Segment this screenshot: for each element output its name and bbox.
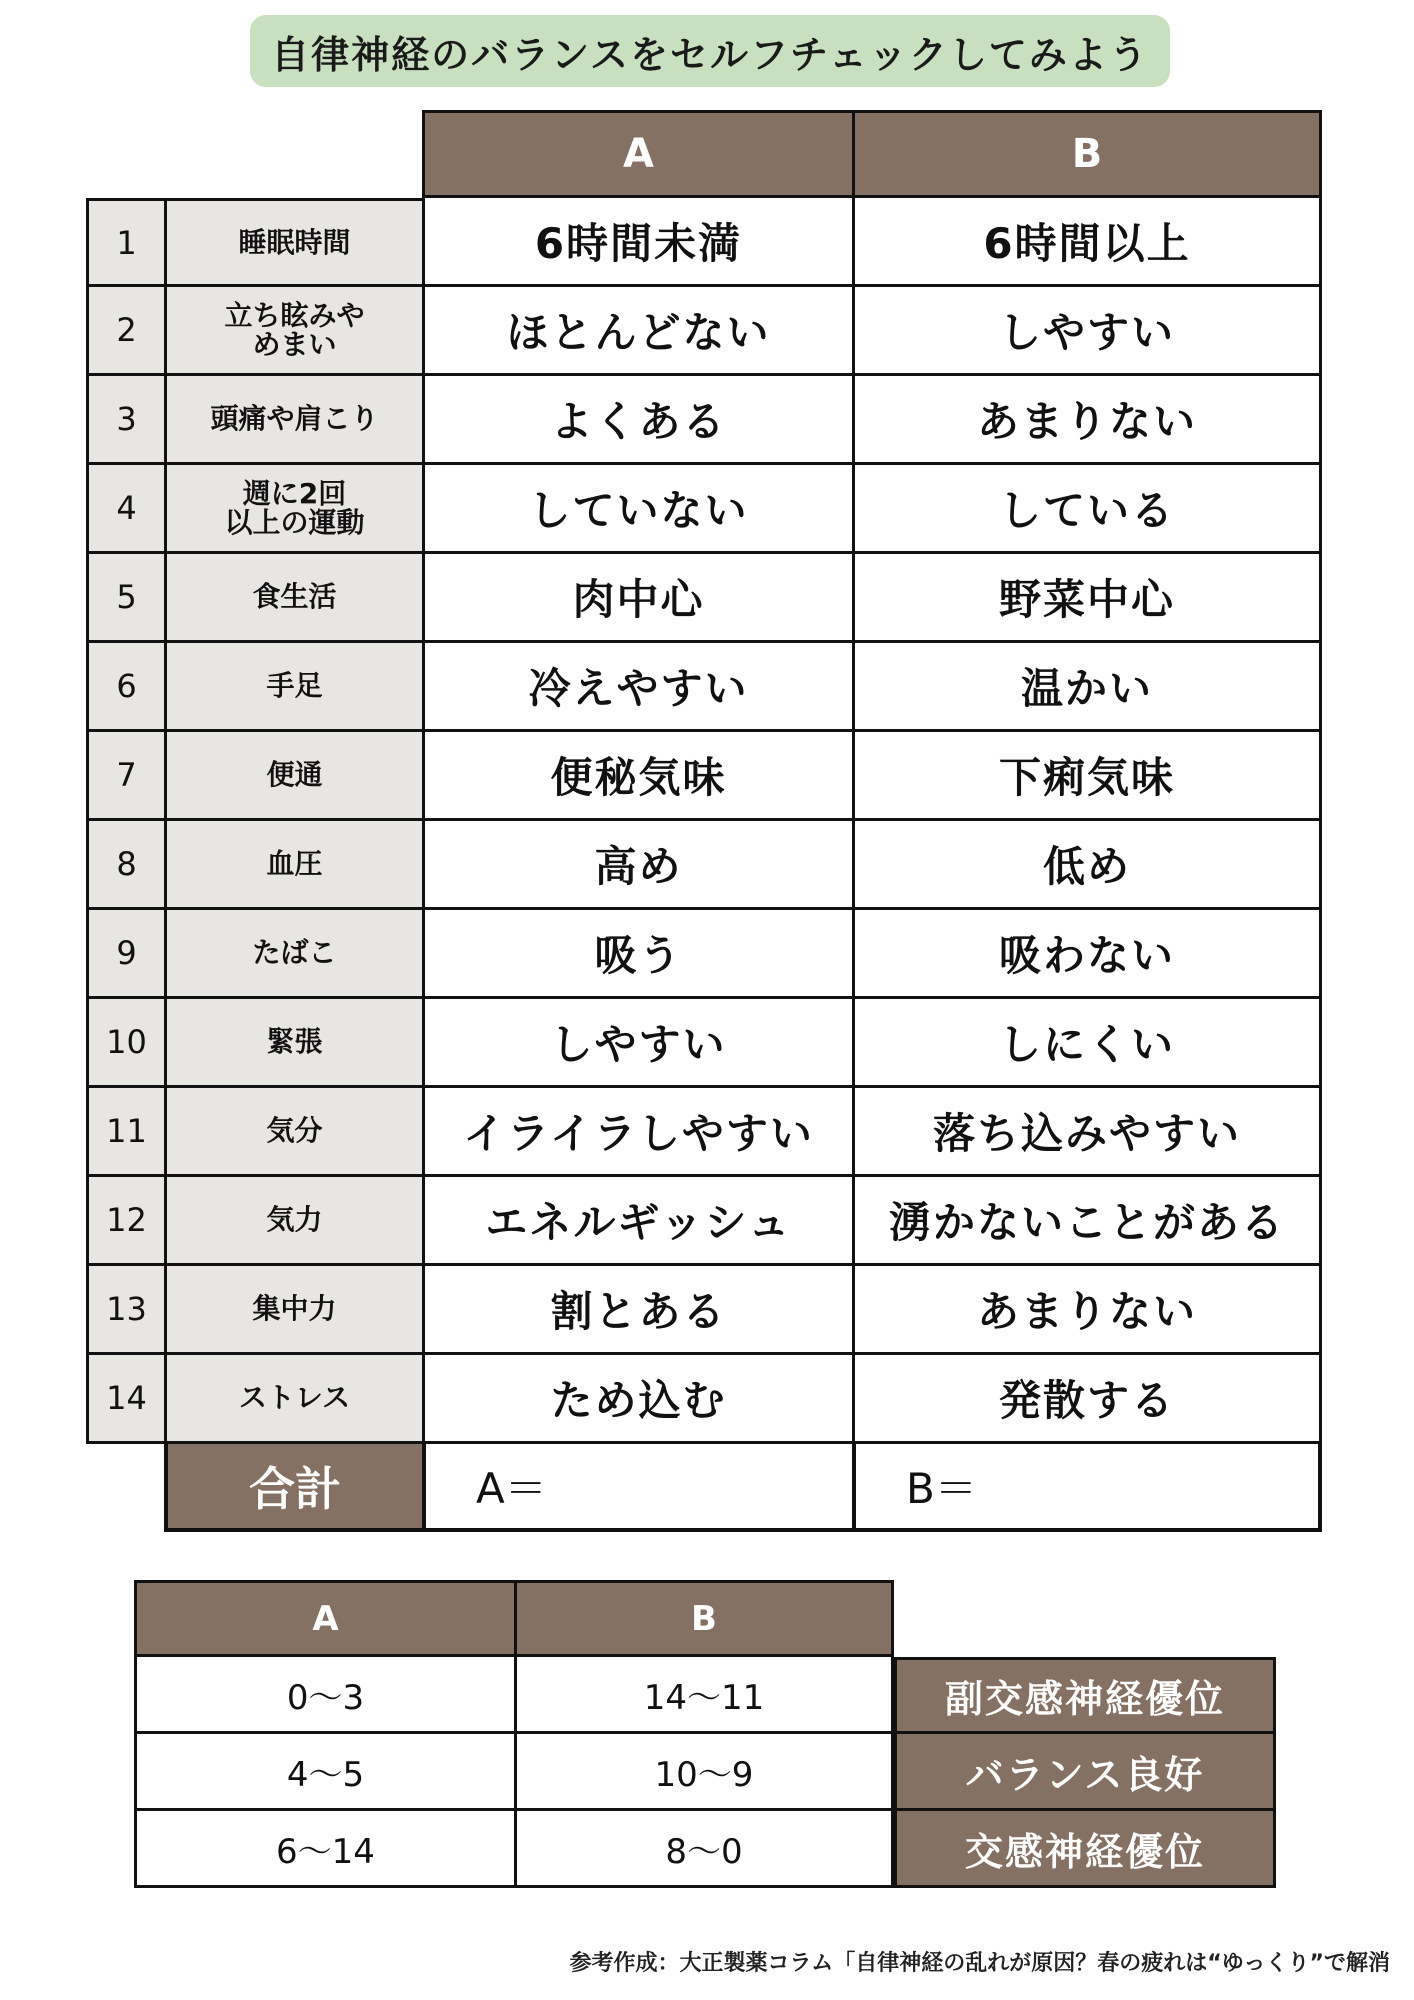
row-number: 1 bbox=[86, 198, 164, 287]
table-row bbox=[86, 1088, 1322, 1177]
row-item-label: 手足 bbox=[164, 643, 422, 732]
answer-a: 高め bbox=[422, 821, 852, 910]
legend-result: 交感神経優位 bbox=[894, 1811, 1276, 1888]
table-row bbox=[86, 287, 1322, 376]
row-number: 10 bbox=[86, 999, 164, 1088]
answer-b: 低め bbox=[852, 821, 1322, 910]
legend-row bbox=[134, 1811, 1276, 1888]
row-item-label: 立ち眩みや めまい bbox=[164, 287, 422, 376]
table-header bbox=[422, 110, 1322, 198]
table-row bbox=[86, 821, 1322, 910]
table-row bbox=[86, 1177, 1322, 1266]
answer-b: あまりない bbox=[852, 1266, 1322, 1355]
row-item-label: 頭痛や肩こり bbox=[164, 376, 422, 465]
answer-a: ほとんどない bbox=[422, 287, 852, 376]
table-row bbox=[86, 732, 1322, 821]
row-item-label: 気分 bbox=[164, 1088, 422, 1177]
answer-b: 発散する bbox=[852, 1355, 1322, 1444]
answer-b: 吸わない bbox=[852, 910, 1322, 999]
row-item-label: ストレス bbox=[164, 1355, 422, 1444]
total-b-field[interactable]: B＝ bbox=[852, 1444, 1322, 1532]
legend-result: バランス良好 bbox=[894, 1734, 1276, 1811]
total-label: 合計 bbox=[164, 1444, 422, 1532]
row-number: 7 bbox=[86, 732, 164, 821]
legend-range-b: 8〜0 bbox=[514, 1811, 894, 1888]
answer-b: 6時間以上 bbox=[852, 198, 1322, 287]
row-item-label: 食生活 bbox=[164, 554, 422, 643]
legend-header bbox=[134, 1580, 1276, 1657]
legend-header-b: B bbox=[514, 1580, 894, 1657]
legend-range-a: 0〜3 bbox=[134, 1657, 514, 1734]
row-number: 4 bbox=[86, 465, 164, 554]
legend-row bbox=[134, 1657, 1276, 1734]
legend-header-a: A bbox=[134, 1580, 514, 1657]
legend-range-b: 10〜9 bbox=[514, 1734, 894, 1811]
table-row bbox=[86, 643, 1322, 732]
row-number: 2 bbox=[86, 287, 164, 376]
row-item-label: たばこ bbox=[164, 910, 422, 999]
row-number: 14 bbox=[86, 1355, 164, 1444]
answer-b: しにくい bbox=[852, 999, 1322, 1088]
answer-b: 湧かないことがある bbox=[852, 1177, 1322, 1266]
column-header-b: B bbox=[852, 110, 1322, 198]
answer-a: しやすい bbox=[422, 999, 852, 1088]
answer-a: エネルギッシュ bbox=[422, 1177, 852, 1266]
table-row bbox=[86, 910, 1322, 999]
table-row bbox=[86, 1355, 1322, 1444]
table-row bbox=[86, 999, 1322, 1088]
row-number: 11 bbox=[86, 1088, 164, 1177]
answer-b: 温かい bbox=[852, 643, 1322, 732]
table-row bbox=[86, 1266, 1322, 1355]
row-number: 3 bbox=[86, 376, 164, 465]
answer-a: していない bbox=[422, 465, 852, 554]
table-row bbox=[86, 376, 1322, 465]
source-citation: 参考作成：大正製薬コラム「自律神経の乱れが原因？春の疲れは“ゆっくり”で解消 bbox=[569, 1951, 1390, 1976]
legend-range-a: 6〜14 bbox=[134, 1811, 514, 1888]
answer-b: している bbox=[852, 465, 1322, 554]
row-number: 5 bbox=[86, 554, 164, 643]
row-number: 13 bbox=[86, 1266, 164, 1355]
answer-a: 割とある bbox=[422, 1266, 852, 1355]
legend-row bbox=[134, 1734, 1276, 1811]
row-item-label: 睡眠時間 bbox=[164, 198, 422, 287]
row-number: 6 bbox=[86, 643, 164, 732]
page-title: 自律神経のバランスをセルフチェックしてみよう bbox=[250, 15, 1170, 87]
answer-a: 肉中心 bbox=[422, 554, 852, 643]
answer-b: 野菜中心 bbox=[852, 554, 1322, 643]
table-row bbox=[86, 465, 1322, 554]
row-number: 12 bbox=[86, 1177, 164, 1266]
row-number: 9 bbox=[86, 910, 164, 999]
legend-result: 副交感神経優位 bbox=[894, 1657, 1276, 1734]
row-item-label: 気力 bbox=[164, 1177, 422, 1266]
row-item-label: 便通 bbox=[164, 732, 422, 821]
answer-a: よくある bbox=[422, 376, 852, 465]
answer-a: ため込む bbox=[422, 1355, 852, 1444]
row-number: 8 bbox=[86, 821, 164, 910]
answer-b: あまりない bbox=[852, 376, 1322, 465]
row-item-label: 週に2回 以上の運動 bbox=[164, 465, 422, 554]
answer-a: 吸う bbox=[422, 910, 852, 999]
answer-a: 便秘気味 bbox=[422, 732, 852, 821]
total-a-field[interactable]: A＝ bbox=[422, 1444, 852, 1532]
legend-range-a: 4〜5 bbox=[134, 1734, 514, 1811]
row-item-label: 血圧 bbox=[164, 821, 422, 910]
answer-a: イライラしやすい bbox=[422, 1088, 852, 1177]
table-row bbox=[86, 198, 1322, 287]
column-header-a: A bbox=[422, 110, 852, 198]
result-legend-table bbox=[134, 1580, 1276, 1888]
row-item-label: 緊張 bbox=[164, 999, 422, 1088]
total-row bbox=[164, 1444, 1322, 1532]
answer-b: 落ち込みやすい bbox=[852, 1088, 1322, 1177]
answer-b: しやすい bbox=[852, 287, 1322, 376]
row-item-label: 集中力 bbox=[164, 1266, 422, 1355]
answer-a: 冷えやすい bbox=[422, 643, 852, 732]
answer-a: 6時間未満 bbox=[422, 198, 852, 287]
answer-b: 下痢気味 bbox=[852, 732, 1322, 821]
checklist-table bbox=[86, 110, 1322, 1532]
table-row bbox=[86, 554, 1322, 643]
legend-range-b: 14〜11 bbox=[514, 1657, 894, 1734]
